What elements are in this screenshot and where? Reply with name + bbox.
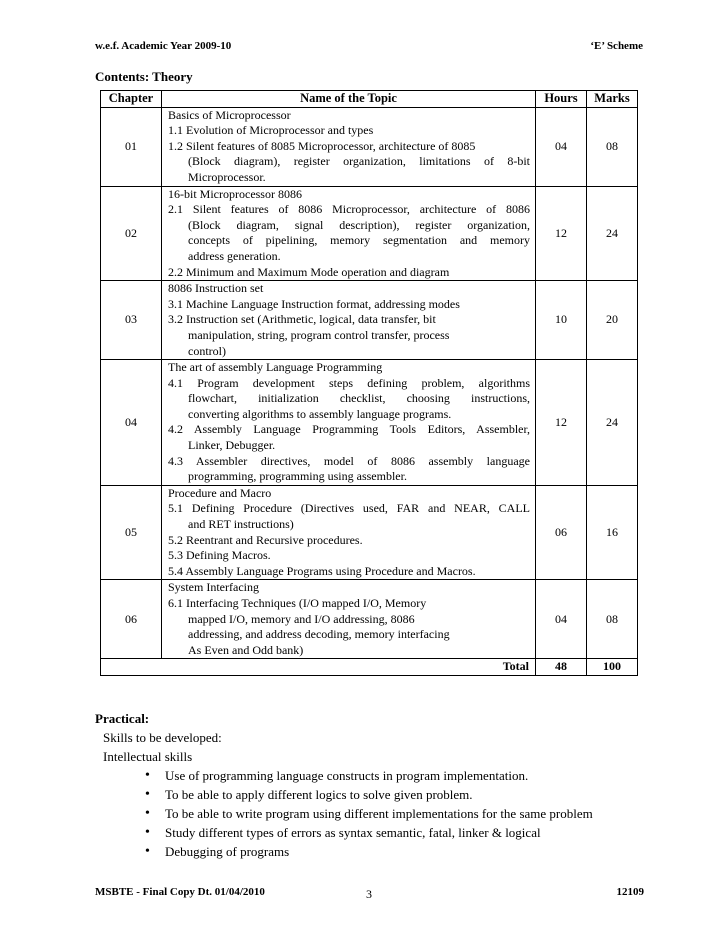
- header-hours: Hours: [536, 91, 587, 108]
- header-topic: Name of the Topic: [162, 91, 536, 108]
- table-row: [101, 107, 638, 186]
- total-marks: 100: [587, 659, 638, 676]
- topic-line: The art of assembly Language Programming: [168, 360, 383, 375]
- contents-title: Contents: Theory: [95, 69, 193, 84]
- skills-list: [95, 766, 593, 861]
- topic-line: 4.3 Assembler directives, model of 8086 assembly language: [168, 453, 530, 468]
- hours-cell: 04: [536, 107, 587, 186]
- footer-copy-date: MSBTE - Final Copy Dt. 01/04/2010: [95, 886, 265, 898]
- topic-line: 1.1 Evolution of Microprocessor and types: [168, 123, 374, 138]
- syllabus-table: [100, 90, 638, 676]
- topic-line: 4.1 Program development steps defining problem, algorithms: [168, 375, 530, 390]
- list-item: • To be able to write program using different implementations for the same problem: [165, 804, 593, 823]
- topic-line: 3.1 Machine Language Instruction format, addressing modes: [168, 296, 460, 311]
- hours-cell: 06: [536, 485, 587, 580]
- chapter-number: 01: [101, 107, 162, 186]
- header-chapter: Chapter: [101, 91, 162, 108]
- chapter-number: 06: [101, 580, 162, 659]
- topic-line: 1.2 Silent features of 8085 Microprocessor, architecture of 8085: [168, 138, 476, 153]
- topic-line: 2.1 Silent features of 8086 Microprocessor, architecture of 8086: [168, 202, 530, 217]
- topic-line: 2.2 Minimum and Maximum Mode operation and diagram: [168, 264, 450, 279]
- topic-line: and RET instructions): [188, 517, 294, 532]
- topic-line: 5.1 Defining Procedure (Directives used, FAR and NEAR, CALL: [168, 501, 530, 516]
- hours-cell: 04: [536, 580, 587, 659]
- table-row: [101, 485, 638, 580]
- topic-cell: [162, 360, 536, 486]
- topic-line: concepts of pipelining, memory segmentation and memory: [188, 233, 530, 248]
- page-number: 3: [366, 887, 372, 901]
- topic-line: 5.4 Assembly Language Programs using Procedure and Macros.: [168, 563, 476, 578]
- topic-line: 5.3 Defining Macros.: [168, 548, 271, 563]
- topic-line: Linker, Debugger.: [188, 438, 276, 453]
- marks-cell: 08: [587, 580, 638, 659]
- topic-cell: [162, 107, 536, 186]
- topic-line: (Block diagram, signal description), register organization,: [188, 217, 530, 232]
- marks-cell: 24: [587, 360, 638, 486]
- chapter-number: 05: [101, 485, 162, 580]
- footer-code: 12109: [616, 886, 644, 898]
- marks-cell: 16: [587, 485, 638, 580]
- topic-line: flowchart, initialization checklist, choosing instructions,: [188, 391, 530, 406]
- chapter-number: 04: [101, 360, 162, 486]
- total-hours: 48: [536, 659, 587, 676]
- practical-section: [95, 709, 593, 861]
- header-academic-year: w.e.f. Academic Year 2009-10: [95, 40, 232, 52]
- total-row: [101, 659, 638, 676]
- chapter-number: 02: [101, 186, 162, 281]
- hours-cell: 12: [536, 360, 587, 486]
- topic-cell: [162, 281, 536, 360]
- list-item: • Debugging of programs: [165, 842, 593, 861]
- topic-line: Microprocessor.: [188, 169, 266, 184]
- topic-line: 3.2 Instruction set (Arithmetic, logical, data transfer, bit: [168, 312, 436, 327]
- list-item: • Study different types of errors as syntax semantic, fatal, linker & logical: [165, 823, 593, 842]
- topic-line: As Even and Odd bank): [188, 642, 304, 657]
- topic-cell: [162, 186, 536, 281]
- hours-cell: 10: [536, 281, 587, 360]
- topic-line: 6.1 Interfacing Techniques (I/O mapped I/O, Memory: [168, 596, 427, 610]
- list-item: • To be able to apply different logics to solve given problem.: [165, 785, 593, 804]
- list-item: • Use of programming language constructs in program implementation.: [165, 766, 593, 785]
- marks-cell: 24: [587, 186, 638, 281]
- marks-cell: 20: [587, 281, 638, 360]
- table-row: [101, 580, 638, 659]
- total-label: Total: [101, 659, 536, 676]
- topic-line: manipulation, string, program control transfer, process: [188, 327, 450, 342]
- topic-line: (Block diagram), register organization, limitations of 8-bit: [188, 154, 530, 169]
- header-marks: Marks: [587, 91, 638, 108]
- topic-line: System Interfacing: [168, 580, 259, 595]
- topic-line: programming, programming using assembler.: [188, 469, 407, 484]
- topic-cell: [162, 485, 536, 580]
- header-scheme: ‘E’ Scheme: [590, 40, 643, 52]
- topic-line: 5.2 Reentrant and Recursive procedures.: [168, 532, 363, 547]
- marks-cell: 08: [587, 107, 638, 186]
- topic-line: 16-bit Microprocessor 8086: [168, 186, 302, 201]
- topic-cell: [162, 580, 536, 659]
- table-row: [101, 281, 638, 360]
- topic-line: mapped I/O, memory and I/O addressing, 8086: [188, 611, 415, 626]
- hours-cell: 12: [536, 186, 587, 281]
- topic-line: 4.2 Assembly Language Programming Tools Editors, Assembler,: [168, 422, 530, 437]
- practical-title: Practical:: [95, 711, 150, 726]
- topic-line: control): [188, 343, 226, 358]
- topic-line: Procedure and Macro: [168, 485, 272, 500]
- chapter-number: 03: [101, 281, 162, 360]
- intellectual-skills-heading: Intellectual skills: [103, 749, 193, 764]
- table-row: [101, 186, 638, 281]
- topic-line: addressing, and address decoding, memory interfacing: [188, 627, 450, 642]
- topic-line: 8086 Instruction set: [168, 281, 264, 296]
- topic-line: address generation.: [188, 248, 281, 263]
- skills-heading: Skills to be developed:: [103, 730, 222, 745]
- topic-line: converting algorithms to assembly language programs.: [188, 406, 452, 421]
- topic-line: Basics of Microprocessor: [168, 107, 291, 122]
- table-row: [101, 360, 638, 486]
- table-header-row: [101, 91, 638, 108]
